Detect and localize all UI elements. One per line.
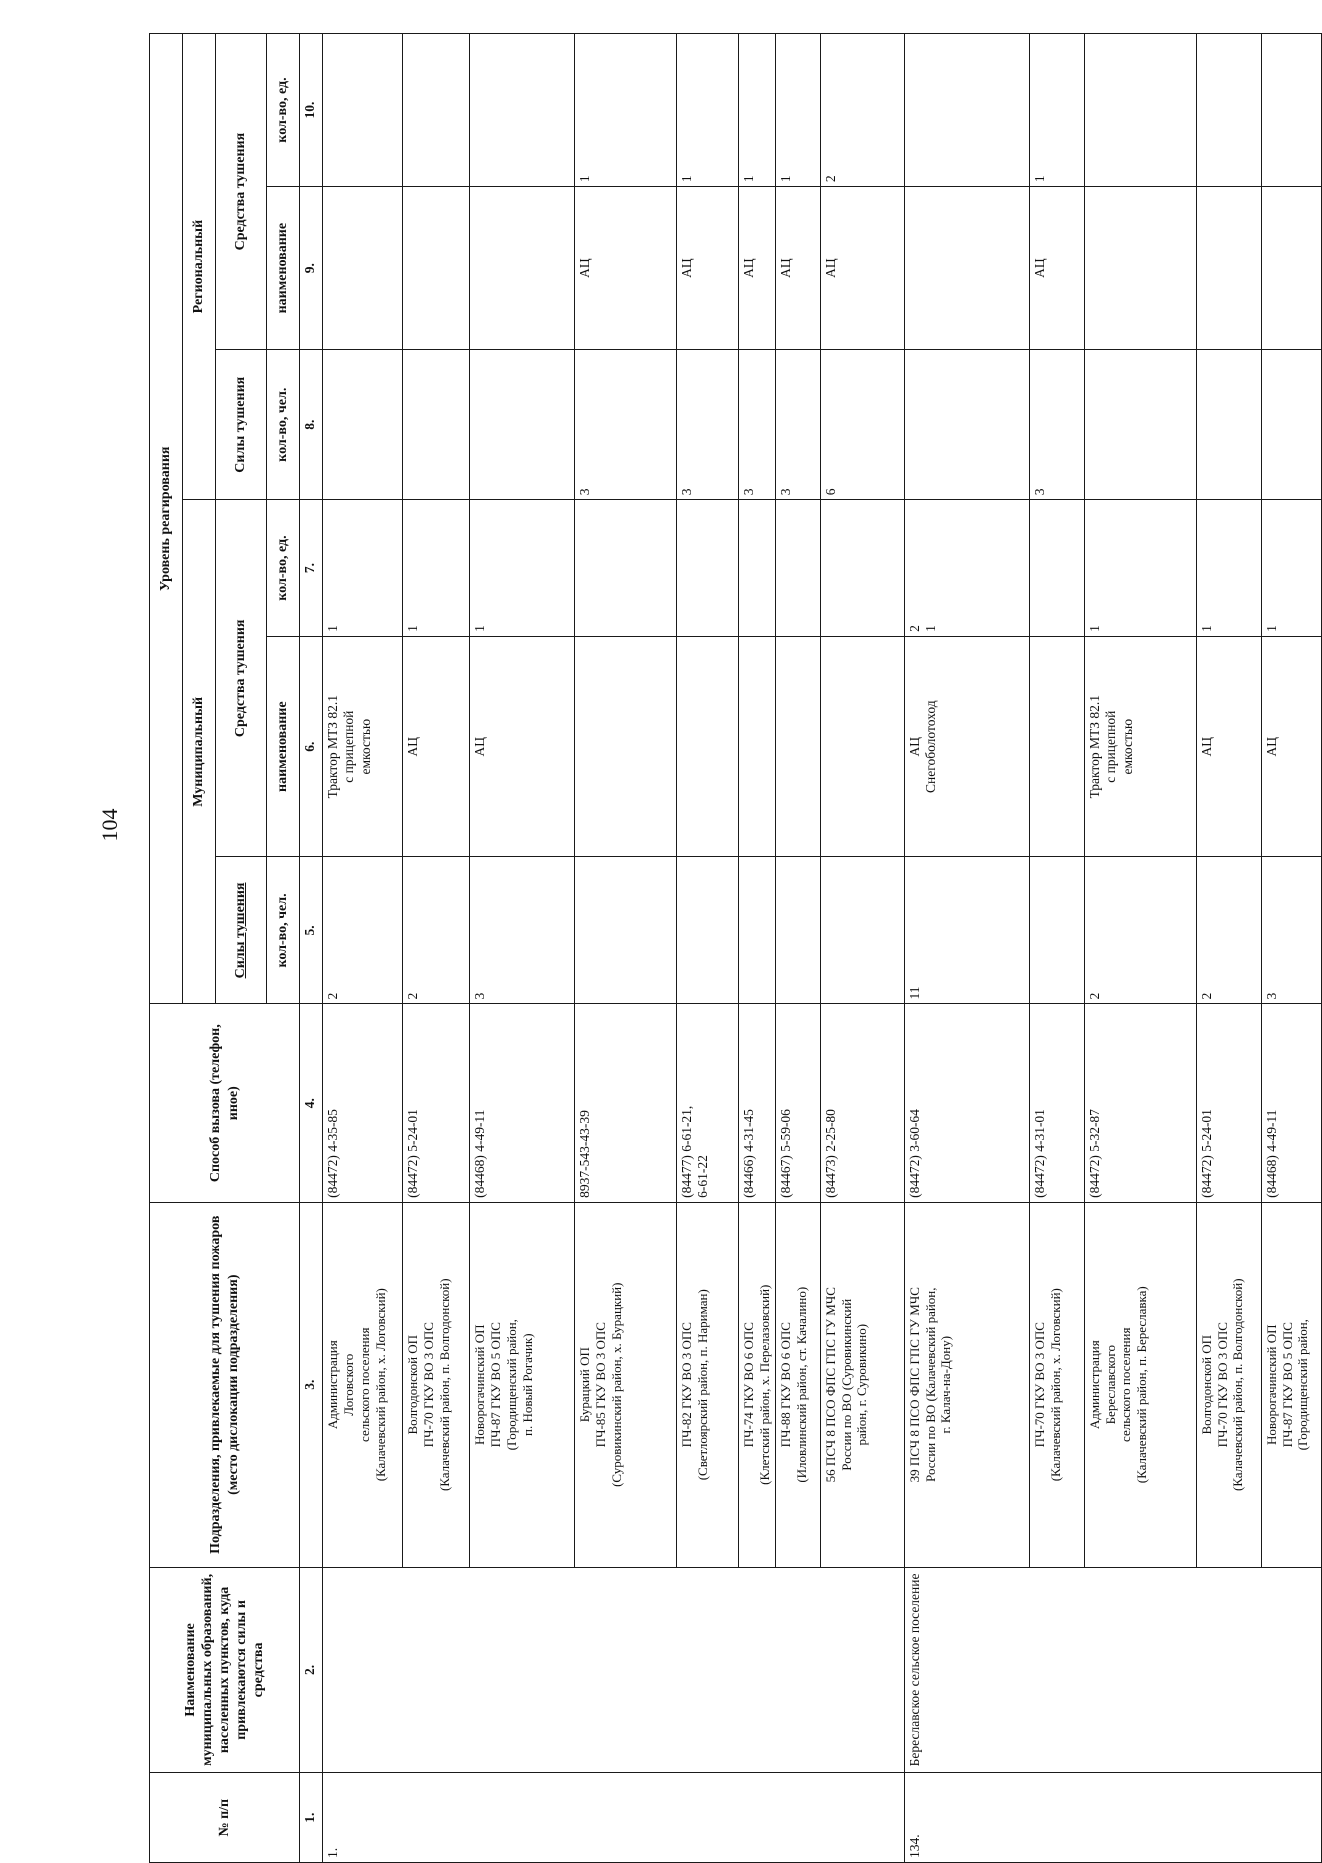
header-m-qty-people: кол-во, чел. xyxy=(267,857,300,1004)
municipal-means-line: АЦ xyxy=(472,736,487,757)
phone-cell-line: (84468) 4-49-11 xyxy=(1263,1109,1279,1198)
phone-cell-line: (84468) 4-49-11 xyxy=(472,1109,487,1198)
unit-cell-line: (Калачевский район, п. Волгодонской) xyxy=(436,1278,452,1492)
unit-cell xyxy=(575,1202,677,1567)
regional-qty xyxy=(403,34,470,187)
municipal-means xyxy=(470,636,575,857)
table-row xyxy=(904,34,1029,1863)
unit-cell xyxy=(677,1202,739,1567)
regional-means: АЦ xyxy=(739,187,776,350)
phone-cell xyxy=(403,1004,470,1202)
unit-cell xyxy=(775,1202,820,1567)
unit-cell-line: ПЧ-82 ГКУ ВО 3 ОПС xyxy=(679,1322,694,1448)
regional-means xyxy=(403,187,470,350)
unit-cell-line: г. Калач-на-Дону) xyxy=(938,1335,954,1434)
header-m-name: наименование xyxy=(267,636,300,857)
unit-cell-line: (Калачевский район, х. Логовский) xyxy=(1047,1288,1063,1482)
regional-forces xyxy=(1261,350,1321,500)
unit-cell-line: ПЧ-70 ГКУ ВО 3 ОПС xyxy=(1031,1322,1047,1448)
regional-forces xyxy=(904,350,1029,500)
municipal-means-line: АЦ xyxy=(1263,736,1279,757)
municipal-means xyxy=(575,636,677,857)
table-row xyxy=(323,34,403,1863)
municipal-qty-line: 1 xyxy=(1198,625,1214,632)
municipal-qty xyxy=(1084,500,1196,637)
rotated-table-container xyxy=(149,33,1311,1863)
unit-cell-line: ПЧ-88 ГКУ ВО 6 ОПС xyxy=(777,1322,793,1448)
regional-means xyxy=(1261,187,1321,350)
unit-cell xyxy=(1196,1202,1261,1567)
phone-cell-line: (84477) 6-61-21, xyxy=(679,1105,694,1198)
municipal-qty xyxy=(323,500,403,637)
unit-cell-line: (Калачевский район, п. Волгодонской) xyxy=(1230,1278,1246,1492)
municipal-qty xyxy=(904,500,1029,637)
municipal-qty xyxy=(403,500,470,637)
regional-forces: 6 xyxy=(820,350,904,500)
regional-qty xyxy=(1261,34,1321,187)
municipal-means-line: Трактор МТЗ 82.1 xyxy=(325,694,340,799)
regional-forces: 3 xyxy=(775,350,820,500)
col-number: 1. xyxy=(300,1773,323,1863)
municipal-means-line: Снегоболотоход xyxy=(923,700,939,793)
phone-cell xyxy=(1196,1004,1261,1202)
phone-cell xyxy=(739,1004,776,1202)
phone-cell xyxy=(323,1004,403,1202)
phone-cell-line: (84472) 5-32-87 xyxy=(1086,1109,1102,1198)
unit-cell-line: Волгодонской ОП xyxy=(405,1334,420,1435)
regional-qty: 1 xyxy=(739,34,776,187)
municipal-means-line: Трактор МТЗ 82.1 xyxy=(1086,694,1102,799)
header-call-method: Способ вызова (телефон, иное) xyxy=(150,1004,300,1202)
municipal-qty-line: 2 xyxy=(906,625,922,632)
phone-cell-line: (84467) 5-59-06 xyxy=(777,1109,793,1198)
regional-means: АЦ xyxy=(820,187,904,350)
table-header xyxy=(150,34,323,1863)
header-r-forces: Силы тушения xyxy=(216,350,267,500)
unit-cell xyxy=(820,1202,904,1567)
municipal-qty xyxy=(677,500,739,637)
unit-cell xyxy=(403,1202,470,1567)
regional-means: АЦ xyxy=(575,187,677,350)
unit-cell-line: Логовского xyxy=(340,1353,356,1416)
municipal-qty xyxy=(470,500,575,637)
col-number: 4. xyxy=(300,1004,323,1202)
header-no: № п/п xyxy=(150,1773,300,1863)
municipal-qty-line: 1 xyxy=(325,625,340,632)
unit-cell-line: ПЧ-87 ГКУ ВО 5 ОПС xyxy=(487,1322,503,1448)
municipal-qty-line: 1 xyxy=(1086,625,1102,632)
municipal-qty xyxy=(1029,500,1084,637)
phone-cell xyxy=(575,1004,677,1202)
row-number: 1. xyxy=(323,1773,905,1863)
municipal-means xyxy=(1196,636,1261,857)
unit-cell-line: Бурацкий ОП xyxy=(577,1347,592,1423)
header-m-forces: Силы тушения xyxy=(216,857,267,1004)
unit-cell-line: (Калачевский район, п. Береславка) xyxy=(1134,1286,1150,1484)
unit-cell-line: ПЧ-74 ГКУ ВО 6 ОПС xyxy=(741,1322,756,1448)
regional-means xyxy=(1196,187,1261,350)
municipality-name xyxy=(323,1567,905,1773)
unit-cell xyxy=(323,1202,403,1567)
header-municipal: Муниципальный xyxy=(183,500,216,1004)
row-number: 134. xyxy=(904,1773,1321,1863)
regional-qty: 2 xyxy=(820,34,904,187)
regional-forces xyxy=(470,350,575,500)
phone-cell-line: (84472) 5-24-01 xyxy=(1198,1109,1214,1198)
regional-qty xyxy=(1196,34,1261,187)
municipal-forces xyxy=(739,857,776,1004)
col-number: 10. xyxy=(300,34,323,187)
municipal-means xyxy=(323,636,403,857)
municipal-means-line: емкостью xyxy=(1119,718,1135,775)
phone-cell xyxy=(1084,1004,1196,1202)
unit-cell-line: (Суровикинский район, х. Бурацкий) xyxy=(608,1282,624,1487)
municipal-qty-line: 1 xyxy=(472,625,487,632)
header-r-name: наименование xyxy=(267,187,300,350)
municipal-qty xyxy=(820,500,904,637)
header-r-qty-units: кол-во, ед. xyxy=(267,34,300,187)
unit-cell-line: Новорогачинский ОП xyxy=(1263,1324,1279,1445)
unit-cell xyxy=(1029,1202,1084,1567)
phone-cell xyxy=(1029,1004,1084,1202)
regional-forces xyxy=(1196,350,1261,500)
regional-means: АЦ xyxy=(1029,187,1084,350)
unit-cell xyxy=(1084,1202,1196,1567)
municipal-qty xyxy=(775,500,820,637)
unit-cell-line: ПЧ-85 ГКУ ВО 3 ОПС xyxy=(592,1322,608,1448)
municipal-forces: 11 xyxy=(904,857,1029,1004)
regional-qty: 1 xyxy=(775,34,820,187)
municipal-qty xyxy=(575,500,677,637)
municipal-means-line: с прицепной xyxy=(1103,710,1119,783)
municipal-means xyxy=(904,636,1029,857)
unit-cell-line: район, г. Суровикино) xyxy=(854,1323,870,1446)
regional-means: АЦ xyxy=(677,187,739,350)
col-number: 7. xyxy=(300,500,323,637)
phone-cell-line: 8937-543-43-39 xyxy=(577,1110,592,1198)
unit-cell-line: (Городищенский район, xyxy=(503,1319,519,1451)
municipal-qty-line: 1 xyxy=(1263,625,1279,632)
unit-cell-line: (Иловлинский район, ст. Качалино) xyxy=(793,1286,809,1483)
municipal-qty-line: 1 xyxy=(405,625,420,632)
unit-cell-line: Волгодонской ОП xyxy=(1198,1334,1214,1435)
municipal-means xyxy=(1029,636,1084,857)
municipal-forces xyxy=(1029,857,1084,1004)
municipal-means xyxy=(403,636,470,857)
municipal-means-line: АЦ xyxy=(906,736,922,757)
unit-cell-line: (Калачевский район, х. Логовский) xyxy=(372,1288,388,1482)
regional-means xyxy=(1084,187,1196,350)
municipal-qty xyxy=(1196,500,1261,637)
regional-forces xyxy=(403,350,470,500)
unit-cell-line: России по ВО (Суровикинский xyxy=(838,1298,854,1471)
unit-cell xyxy=(904,1202,1029,1567)
regional-qty: 1 xyxy=(575,34,677,187)
municipal-qty xyxy=(739,500,776,637)
municipal-qty xyxy=(1261,500,1321,637)
municipal-forces: 2 xyxy=(1196,857,1261,1004)
col-number: 3. xyxy=(300,1202,323,1567)
page-number: 104 xyxy=(97,808,122,842)
unit-cell-line: сельского поселения xyxy=(1118,1327,1134,1442)
unit-cell-line: Администрация xyxy=(1086,1340,1102,1430)
municipal-forces: 2 xyxy=(323,857,403,1004)
header-regional: Региональный xyxy=(183,34,216,500)
unit-cell-line: ПЧ-70 ГКУ ВО 3 ОПС xyxy=(420,1322,436,1448)
phone-cell xyxy=(775,1004,820,1202)
unit-cell-line: России по ВО (Калачевский район, xyxy=(922,1287,938,1482)
municipal-forces: 3 xyxy=(470,857,575,1004)
unit-cell-line: ПЧ-70 ГКУ ВО 3 ОПС xyxy=(1214,1322,1230,1448)
header-units: Подразделения, привлекаемые для тушения пожаров (место дислокации подразделения) xyxy=(150,1202,300,1567)
regional-qty xyxy=(323,34,403,187)
unit-cell-line: Новорогачинский ОП xyxy=(472,1324,487,1445)
phone-cell-line: (84472) 5-24-01 xyxy=(405,1109,420,1198)
municipal-means-line: АЦ xyxy=(405,736,420,757)
regional-means: АЦ xyxy=(775,187,820,350)
municipal-means xyxy=(739,636,776,857)
municipal-qty-line: 1 xyxy=(923,625,939,632)
header-r-means: Средства тушения xyxy=(216,34,267,350)
header-r-qty-people: кол-во, чел. xyxy=(267,350,300,500)
municipal-forces xyxy=(775,857,820,1004)
regional-forces: 3 xyxy=(677,350,739,500)
municipal-means-line: с прицепной xyxy=(341,710,357,783)
phone-cell-line: (84472) 4-31-01 xyxy=(1031,1109,1047,1198)
phone-cell xyxy=(470,1004,575,1202)
header-m-means: Средства тушения xyxy=(216,500,267,857)
unit-cell-line: 39 ПСЧ 8 ПСО ФПС ГПС ГУ МЧС xyxy=(906,1287,922,1483)
phone-cell xyxy=(820,1004,904,1202)
municipal-forces: 2 xyxy=(1084,857,1196,1004)
response-table xyxy=(149,33,1322,1863)
unit-cell xyxy=(470,1202,575,1567)
municipal-means xyxy=(1084,636,1196,857)
unit-cell-line: (Клетский район, х. Перелазовский) xyxy=(756,1284,772,1485)
municipal-forces: 3 xyxy=(1261,857,1321,1004)
regional-qty xyxy=(904,34,1029,187)
phone-cell-line: (84473) 2-25-80 xyxy=(822,1109,838,1198)
regional-qty: 1 xyxy=(677,34,739,187)
municipal-means xyxy=(1261,636,1321,857)
regional-means xyxy=(470,187,575,350)
table-body xyxy=(323,34,1322,1863)
phone-cell xyxy=(677,1004,739,1202)
unit-cell-line: Береславского xyxy=(1102,1345,1118,1425)
regional-forces: 3 xyxy=(575,350,677,500)
regional-means xyxy=(323,187,403,350)
col-number: 2. xyxy=(300,1567,323,1773)
municipal-forces xyxy=(820,857,904,1004)
municipal-means xyxy=(677,636,739,857)
municipality-name: Береславское сельское поселение xyxy=(904,1567,1321,1773)
regional-forces xyxy=(1084,350,1196,500)
phone-cell-line: (84472) 4-35-85 xyxy=(325,1109,340,1198)
regional-forces: 3 xyxy=(1029,350,1084,500)
municipal-means-line: АЦ xyxy=(1198,736,1214,757)
column-number-row xyxy=(300,34,323,1863)
municipal-means xyxy=(775,636,820,857)
unit-cell-line: ПЧ-87 ГКУ ВО 5 ОПС xyxy=(1279,1322,1295,1448)
municipal-forces xyxy=(575,857,677,1004)
regional-forces: 3 xyxy=(739,350,776,500)
col-number: 6. xyxy=(300,636,323,857)
municipal-means xyxy=(820,636,904,857)
municipal-forces xyxy=(677,857,739,1004)
unit-cell-line: (Городищенский район, xyxy=(1295,1319,1311,1451)
unit-cell xyxy=(1261,1202,1321,1567)
unit-cell-line: (Светлоярский район, п. Нариман) xyxy=(694,1289,710,1481)
regional-qty: 1 xyxy=(1029,34,1084,187)
col-number: 9. xyxy=(300,187,323,350)
unit-cell-line: 56 ПСЧ 8 ПСО ФПС ГПС ГУ МЧС xyxy=(822,1287,838,1483)
municipal-forces: 2 xyxy=(403,857,470,1004)
header-municipality: Наименование муниципальных образований, населенных пунктов, куда привлекаются силы и средства xyxy=(150,1567,300,1773)
header-response-level: Уровень реагирования xyxy=(150,34,183,1004)
regional-forces xyxy=(323,350,403,500)
regional-qty xyxy=(470,34,575,187)
col-number: 5. xyxy=(300,857,323,1004)
regional-means xyxy=(904,187,1029,350)
phone-cell xyxy=(904,1004,1029,1202)
unit-cell-line: п. Новый Рогачик) xyxy=(519,1333,535,1436)
municipal-means-line: емкостью xyxy=(357,718,373,775)
phone-cell-line: 6-61-22 xyxy=(695,1155,711,1198)
unit-cell xyxy=(739,1202,776,1567)
phone-cell-line: (84466) 4-31-45 xyxy=(741,1109,756,1198)
unit-cell-line: сельского поселения xyxy=(356,1327,372,1442)
phone-cell xyxy=(1261,1004,1321,1202)
unit-cell-line: Администрация xyxy=(325,1340,340,1430)
phone-cell-line: (84472) 3-60-64 xyxy=(906,1109,922,1198)
regional-qty xyxy=(1084,34,1196,187)
header-m-qty-units: кол-во, ед. xyxy=(267,500,300,637)
col-number: 8. xyxy=(300,350,323,500)
